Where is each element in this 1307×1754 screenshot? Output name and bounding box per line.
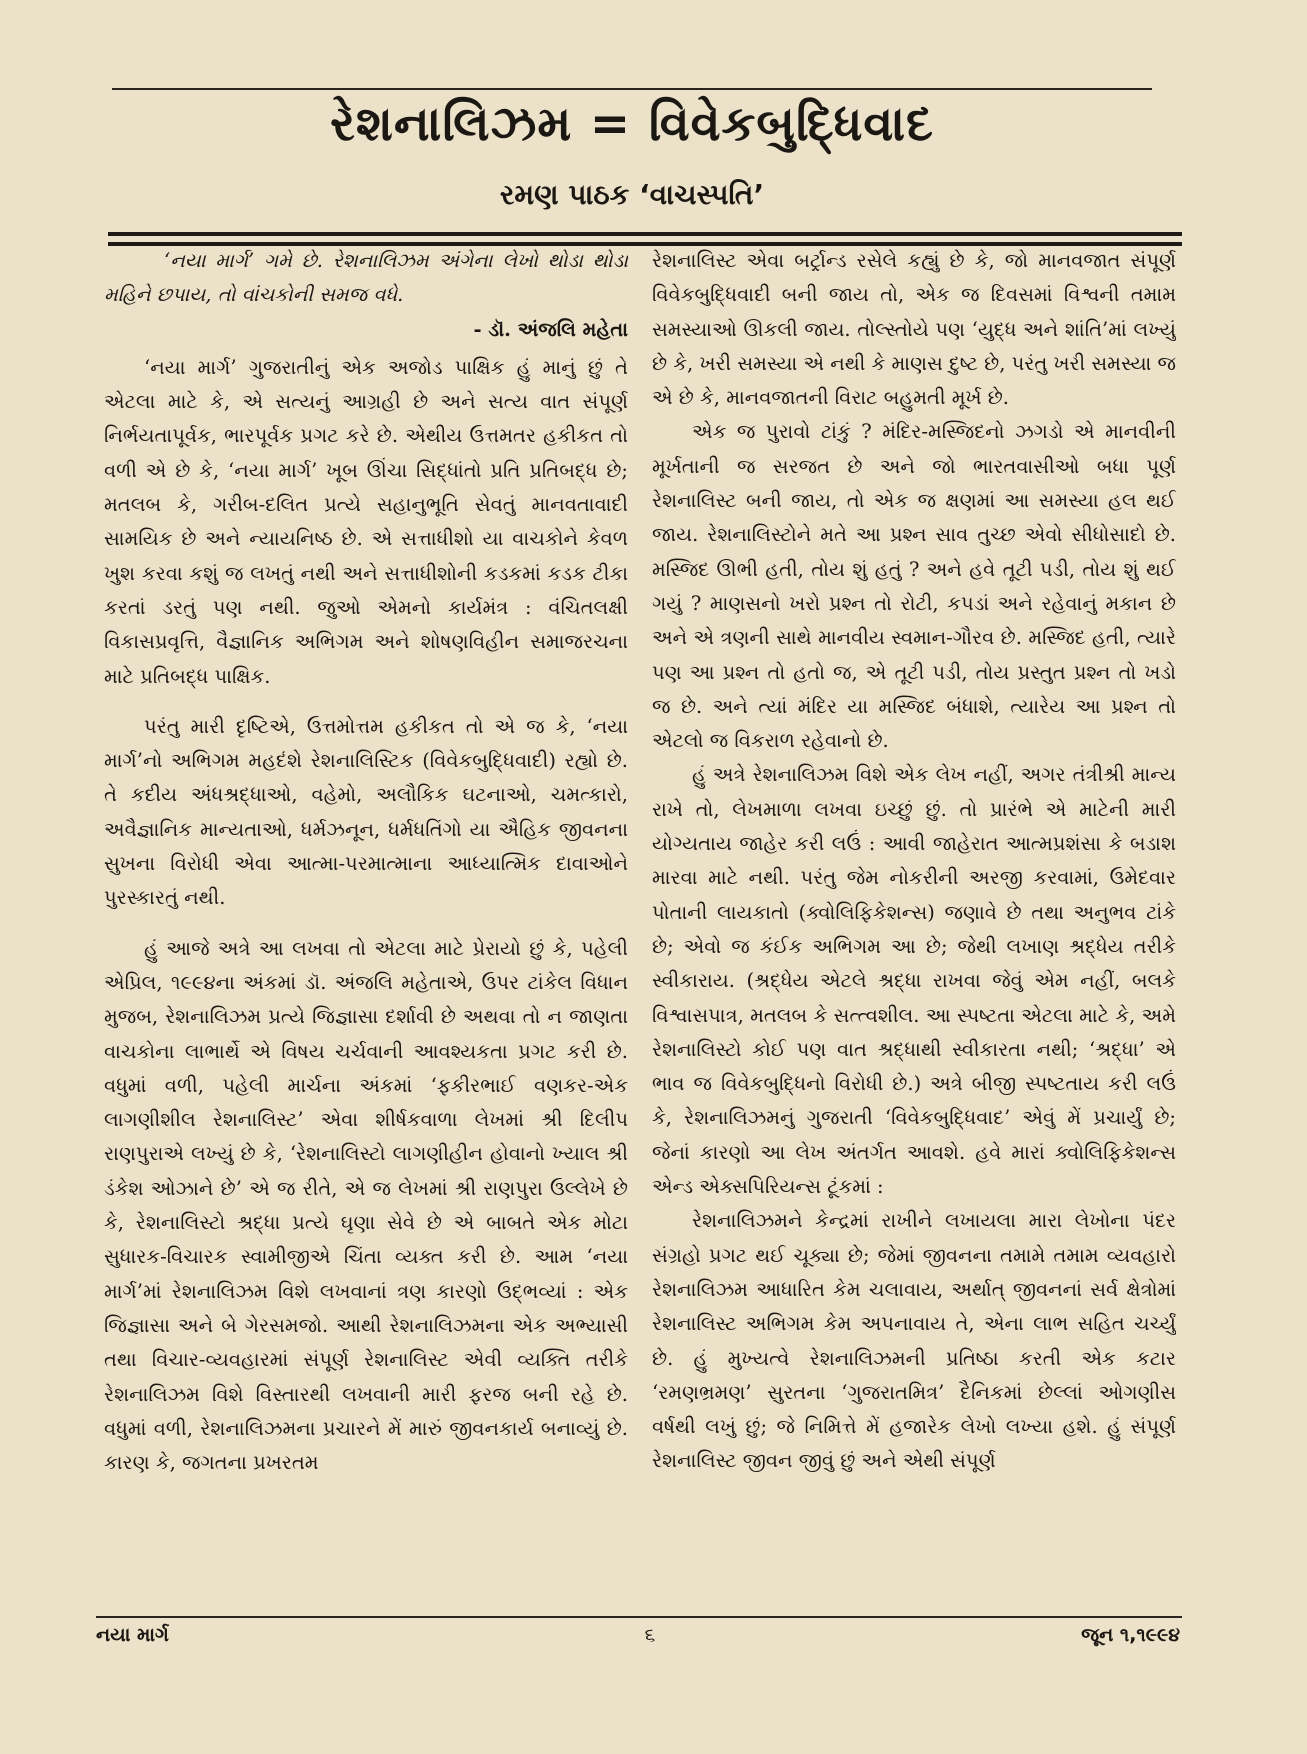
footer-rule: [96, 1616, 1182, 1618]
footer-publication: નયા માર્ગ: [96, 1624, 169, 1646]
top-rule: [112, 88, 1152, 90]
paragraph: હું અત્રે રેશનાલિઝમ વિશે એક લેખ નહીં, અગર તંત્રીશ્રી માન્ય રાખે તો, લેખમાળા લખવા ઇચ્છું છું. તો પ્રારંભે એ માટેની મારી યોગ્યતાય જાહેર કરી લઉં : આવી જાહેરાત આત્મપ્રશંસા કે બડાશ મારવા માટે નથી. પરંતુ જેમ નોકરીની અરજી કરવામાં, ઉમેદવાર પોતાની લાયકાતો (ક્વોલિફિકેશન્સ) જણાવે છે તથા અનુભવ ટાંકે છે; એવો જ કંઈક અભિગમ આ છે; જેથી લખાણ શ્રદ્ધેય તરીકે સ્વીકારાય. (શ્રદ્ધેય એટલે શ્રદ્ધા રાખવા જેવું એમ નહીં, બલકે વિશ્વાસપાત્ર, મતલબ કે સત્ત્વશીલ. આ સ્પષ્ટતા એટલા માટે કે, અમે રેશનાલિસ્ટો કોઈ પણ વાત શ્રદ્ધાથી સ્વીકારતા નથી; ‘શ્રદ્ધા’ એ ભાવ જ વિવેકબુદ્ધિનો વિરોધી છે.) અત્રે બીજી સ્પષ્ટતાય કરી લઉં કે, રેશનાલિઝમનું ગુજરાતી ‘વિવેકબુદ્ધિવાદ’ એવું મેં પ્રચાર્યું છે; જેનાં કારણો આ લેખ અંતર્ગત આવશે. હવે મારાં ક્વોલિફિકેશન્સ એન્ડ એક્સપિરિયન્સ ટૂંકમાં :: [652, 763, 1176, 1199]
right-column: [652, 244, 1176, 1614]
paragraph: રેશનાલિસ્ટ એવા બર્ટ્રાન્ડ રસેલે કહ્યું છે કે, જો માનવજાત સંપૂર્ણ વિવેકબુદ્ધિવાદી બની જાય તો, એક જ દિવસમાં વિશ્વની તમામ સમસ્યાઓ ઊકલી જાય. તોલ્સ્તોયે પણ ‘યુદ્ધ અને શાંતિ’માં લખ્યું છે કે, ખરી સમસ્યા એ નથી કે માણસ દુષ્ટ છે, પરંતુ ખરી સમસ્યા જ એ છે કે, માનવજાતની વિરાટ બહુમતી મૂર્ખ છે.: [652, 249, 1176, 410]
paragraph: રેશનાલિઝમને કેન્દ્રમાં રાખીને લખાયલા મારા લેખોના પંદર સંગ્રહો પ્રગટ થઈ ચૂક્યા છે; જેમાં જીવનના તમામે તમામ વ્યવહારો રેશનાલિઝમ આધારિત કેમ ચલાવાય, અર્થાત્ જીવનનાં સર્વ ક્ષેત્રોમાં રેશનાલિસ્ટ અભિગમ કેમ અપનાવાય તે, એના લાભ સહિત ચર્ચ્યું છે. હું મુખ્યત્વે રેશનાલિઝમની પ્રતિષ્ઠા કરતી એક કટાર ‘રમણભ્રમણ’ સુરતના ‘ગુજરાતમિત્ર’ દૈનિકમાં છેલ્લાં ઓગણીસ વર્ષથી લખું છું; જે નિમિત્તે મેં હજારેક લેખો લખ્યા હશે. હું સંપૂર્ણ રેશનાલિસ્ટ જીવન જીવું છું અને એથી સંપૂર્ણ: [652, 1209, 1176, 1473]
footer-page-number: ૬: [644, 1624, 656, 1646]
article-title: રેશનાલિઝમ = વિવેકબુદ્ધિવાદ: [330, 96, 934, 152]
paragraph: પરંતુ મારી દૃષ્ટિએ, ઉત્તમોત્તમ હકીકત તો એ જ કે, ‘નયા માર્ગ’નો અભિગમ મહદંશે રેશનાલિસ્ટિક (વિવેકબુદ્ધિવાદી) રહ્યો છે. તે કદીય અંધશ્રદ્ધાઓ, વહેમો, અલૌકિક ઘટનાઓ, ચમત્કારો, અવૈજ્ઞાનિક માન્યતાઓ, ધર્મઝનૂન, ધર્મધતિંગો યા ઐહિક જીવનના સુખના વિરોધી એવા આત્મા-પરમાત્માના આધ્યાત્મિક દાવાઓને પુરસ્કારતું નથી.: [104, 714, 628, 910]
epigraph-attribution: - ડૉ. અંજલિ મહેતા: [473, 317, 628, 341]
epigraph-text: ‘નયા માર્ગ’ ગમે છે. રેશનાલિઝમ અંગેના લેખો થોડા થોડા મહિને છપાય, તો વાંચકોની સમજ વધે.: [104, 249, 628, 307]
footer-date: જૂન ૧,૧૯૯૪: [1081, 1624, 1180, 1646]
article-author: રમણ પાઠક ‘વાચસ્પતિ’: [499, 178, 765, 211]
left-column: [104, 244, 628, 1614]
paragraph: હું આજે અત્રે આ લખવા તો એટલા માટે પ્રેરાયો છું કે, પહેલી એપ્રિલ, ૧૯૯૪ના અંકમાં ડૉ. અંજલિ મહેતાએ, ઉપર ટાંકેલ વિધાન મુજબ, રેશનાલિઝમ પ્રત્યે જિજ્ઞાસા દર્શાવી છે અથવા તો ન જાણતા વાચકોના લાભાર્થે એ વિષય ચર્ચવાની આવશ્યકતા પ્રગટ કરી છે. વધુમાં વળી, પહેલી માર્ચના અંકમાં ‘ફકીરભાઈ વણકર-એક લાગણીશીલ રેશનાલિસ્ટ’ એવા શીર્ષકવાળા લેખમાં શ્રી દિલીપ રાણપુરાએ લખ્યું છે કે, ‘રેશનાલિસ્ટો લાગણીહીન હોવાનો ખ્યાલ શ્રી ડંકેશ ઓઝાને છે’ એ જ રીતે, એ જ લેખમાં શ્રી રાણપુરા ઉલ્લેખે છે કે, રેશનાલિસ્ટો શ્રદ્ધા પ્રત્યે ઘૃણા સેવે છે એ બાબતે એક મોટા સુધારક-વિચારક સ્વામીજીએ ચિંતા વ્યક્ત કરી છે. આમ ‘નયા માર્ગ’માં રેશનાલિઝમ વિશે લખવાનાં ત્રણ કારણો ઉદ્ભવ્યાં : એક જિજ્ઞાસા અને બે ગેરસમજો. આથી રેશનાલિઝમના એક અભ્યાસી તથા વિચાર-વ્યવહારમાં સંપૂર્ણ રેશનાલિસ્ટ એવી વ્યક્તિ તરીકે રેશનાલિઝમ વિશે વિસ્તારથી લખવાની મારી ફરજ બની રહે છે. વધુમાં વળી, રેશનાલિઝમના પ્રચારને મેં મારું જીવનકાર્ય બનાવ્યું છે. કારણ કે, જગતના પ્રખરતમ: [104, 936, 628, 1475]
paragraph: એક જ પુરાવો ટાંકું ? મંદિર-મસ્જિદનો ઝગડો એ માનવીની મૂર્ખતાની જ સરજત છે અને જો ભારતવાસીઓ બધા પૂર્ણ રેશનાલિસ્ટ બની જાય, તો એક જ ક્ષણમાં આ સમસ્યા હલ થઈ જાય. રેશનાલિસ્ટોને મતે આ પ્રશ્ન સાવ તુચ્છ એવો સીધોસાદો છે. મસ્જિદ ઊભી હતી, તોય શું હતું ? અને હવે તૂટી પડી, તોય શું થઈ ગયું ? માણસનો ખરો પ્રશ્ન તો રોટી, કપડાં અને રહેવાનું મકાન છે અને એ ત્રણની સાથે માનવીય સ્વમાન-ગૌરવ છે. મસ્જિદ હતી, ત્યારે પણ આ પ્રશ્ન તો હતો જ, એ તૂટી પડી, તોય પ્રસ્તુત પ્રશ્ન તો ખડો જ છે. અને ત્યાં મંદિર યા મસ્જિદ બંધાશે, ત્યારેય આ પ્રશ્ન તો એટલો જ વિકરાળ રહેવાનો છે.: [652, 420, 1176, 753]
paragraph: ‘નયા માર્ગ’ ગુજરાતીનું એક અજોડ પાક્ષિક હું માનું છું તે એટલા માટે કે, એ સત્યનું આગ્રહી છે અને સત્ય વાત સંપૂર્ણ નિર્ભયતાપૂર્વક, ભારપૂર્વક પ્રગટ કરે છે. એથીય ઉત્તમતર હકીકત તો વળી એ છે કે, ‘નયા માર્ગ’ ખૂબ ઊંચા સિદ્ધાંતો પ્રતિ પ્રતિબદ્ધ છે; મતલબ કે, ગરીબ-દલિત પ્રત્યે સહાનુભૂતિ સેવતું માનવતાવાદી સામયિક છે અને ન્યાયનિષ્ઠ છે. એ સત્તાધીશો યા વાચકોને કેવળ ખુશ કરવા કશું જ લખતું નથી અને સત્તાધીશોની કડકમાં કડક ટીકા કરતાં ડરતું પણ નથી. જુઓ એમનો કાર્યમંત્ર : વંચિતલક્ષી વિકાસપ્રવૃત્તિ, વૈજ્ઞાનિક અભિગમ અને શોષણવિહીન સમાજરચના માટે પ્રતિબદ્ધ પાક્ષિક.: [104, 355, 628, 688]
